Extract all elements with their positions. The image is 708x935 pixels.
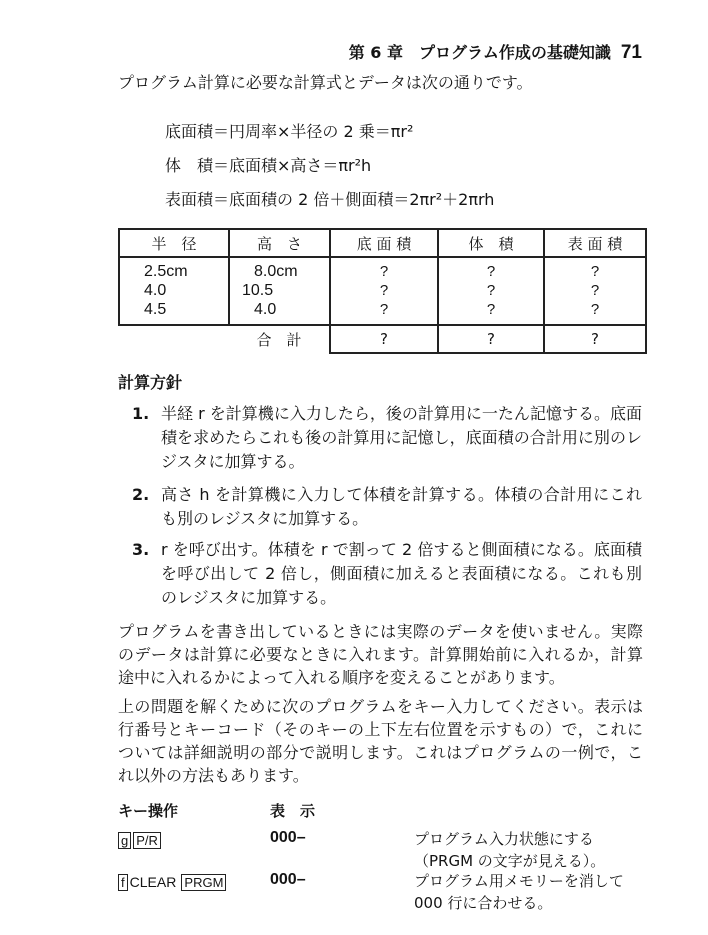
step-number: 2. xyxy=(132,485,150,504)
p-r-key: P/R xyxy=(133,832,161,849)
volume-cell: ? xyxy=(438,257,544,281)
step-item xyxy=(132,483,642,531)
page-header xyxy=(349,40,642,64)
data-table xyxy=(118,228,647,354)
prgm-key: PRGM xyxy=(181,874,226,891)
chapter-title: 第 6 章 プログラム作成の基礎知識 xyxy=(348,43,611,62)
program-row-description: プログラム用メモリーを消して 000 行に合わせる。 xyxy=(414,872,624,912)
program-row-keys xyxy=(118,872,228,891)
g-key: g xyxy=(118,832,131,849)
display-column-header: 表 示 xyxy=(270,802,316,820)
program-row-display: 000– xyxy=(270,871,306,888)
total-surface-area: ? xyxy=(544,325,646,353)
volume-cell: ? xyxy=(438,300,544,325)
paragraph-program-intro: 上の問題を解くために次のプログラムをキー入力してください。表示は行番号とキーコード（そのキーの上下左右位置を示すもの）で，これについては詳細説明の部分で説明します。これはプログラムの一例で，これ以外の方法もあります。 xyxy=(118,697,643,785)
program-row-keys xyxy=(118,830,163,849)
header-height: 高 さ xyxy=(229,229,330,257)
table-header-row xyxy=(119,229,646,257)
total-base-area: ? xyxy=(330,325,438,353)
clear-key-label: CLEAR xyxy=(129,874,177,890)
intro-text: プログラム計算に必要な計算式とデータは次の通りです。 xyxy=(118,73,533,92)
paragraph-data-entry: プログラムを書き出しているときには実際のデータを使いません。実際のデータは計算に必要なときに入れます。計算開始前に入れるか，計算途中に入れるかによって入れる順序を変えることがあります。 xyxy=(118,622,643,687)
step-number: 1. xyxy=(132,404,150,423)
table-row xyxy=(119,300,646,325)
table-total-row xyxy=(119,325,646,353)
step-text: 高さ h を計算機に入力して体積を計算する。体積の合計用にこれも別のレジスタに加算する。 xyxy=(161,485,642,528)
radius-cell: 4.5 xyxy=(119,300,229,325)
radius-cell: 2.5cm xyxy=(119,257,229,281)
height-cell: 4.0 xyxy=(229,300,330,325)
table-row xyxy=(119,257,646,281)
step-text: r を呼び出す。体積を r で割って 2 倍すると側面積になる。底面積を呼び出して 2 倍し，側面積に加えると表面積になる。これも別のレジスタに加算する。 xyxy=(161,540,642,607)
base-area-cell: ? xyxy=(330,257,438,281)
step-text: 半経 r を計算機に入力したら，後の計算用に一たん記憶する。底面積を求めたらこれも後の計算用に記憶し，底面積の合計用に別のレジスタに加算する。 xyxy=(161,404,642,471)
total-volume: ? xyxy=(438,325,544,353)
header-base-area: 底 面 積 xyxy=(330,229,438,257)
key-column-header: キー操作 xyxy=(118,802,179,820)
header-surface-area: 表 面 積 xyxy=(544,229,646,257)
f-key: f xyxy=(118,874,128,891)
program-row-display: 000– xyxy=(270,829,306,846)
section-title: 計算方針 xyxy=(118,373,183,392)
formula-volume: 体 積＝底面積×高さ＝πr²h xyxy=(165,156,372,175)
table-row xyxy=(119,281,646,300)
surface-area-cell: ? xyxy=(544,300,646,325)
volume-cell: ? xyxy=(438,281,544,300)
program-row-description: プログラム入力状態にする（PRGM の文字が見える）。 xyxy=(414,830,606,870)
step-item xyxy=(132,402,642,474)
formula-base-area: 底面積＝円周率×半径の 2 乗＝πr² xyxy=(165,122,414,141)
base-area-cell: ? xyxy=(330,300,438,325)
page-number: 71 xyxy=(620,42,642,63)
height-cell: 10.5 xyxy=(229,281,330,300)
header-radius: 半 径 xyxy=(119,229,229,257)
formula-surface-area: 表面積＝底面積の 2 倍＋側面積＝2πr²＋2πrh xyxy=(165,190,495,209)
surface-area-cell: ? xyxy=(544,257,646,281)
step-item xyxy=(132,538,642,610)
header-volume: 体 積 xyxy=(438,229,544,257)
total-label: 合 計 xyxy=(256,331,302,349)
step-number: 3. xyxy=(132,540,150,559)
base-area-cell: ? xyxy=(330,281,438,300)
height-cell: 8.0cm xyxy=(229,257,330,281)
surface-area-cell: ? xyxy=(544,281,646,300)
radius-cell: 4.0 xyxy=(119,281,229,300)
